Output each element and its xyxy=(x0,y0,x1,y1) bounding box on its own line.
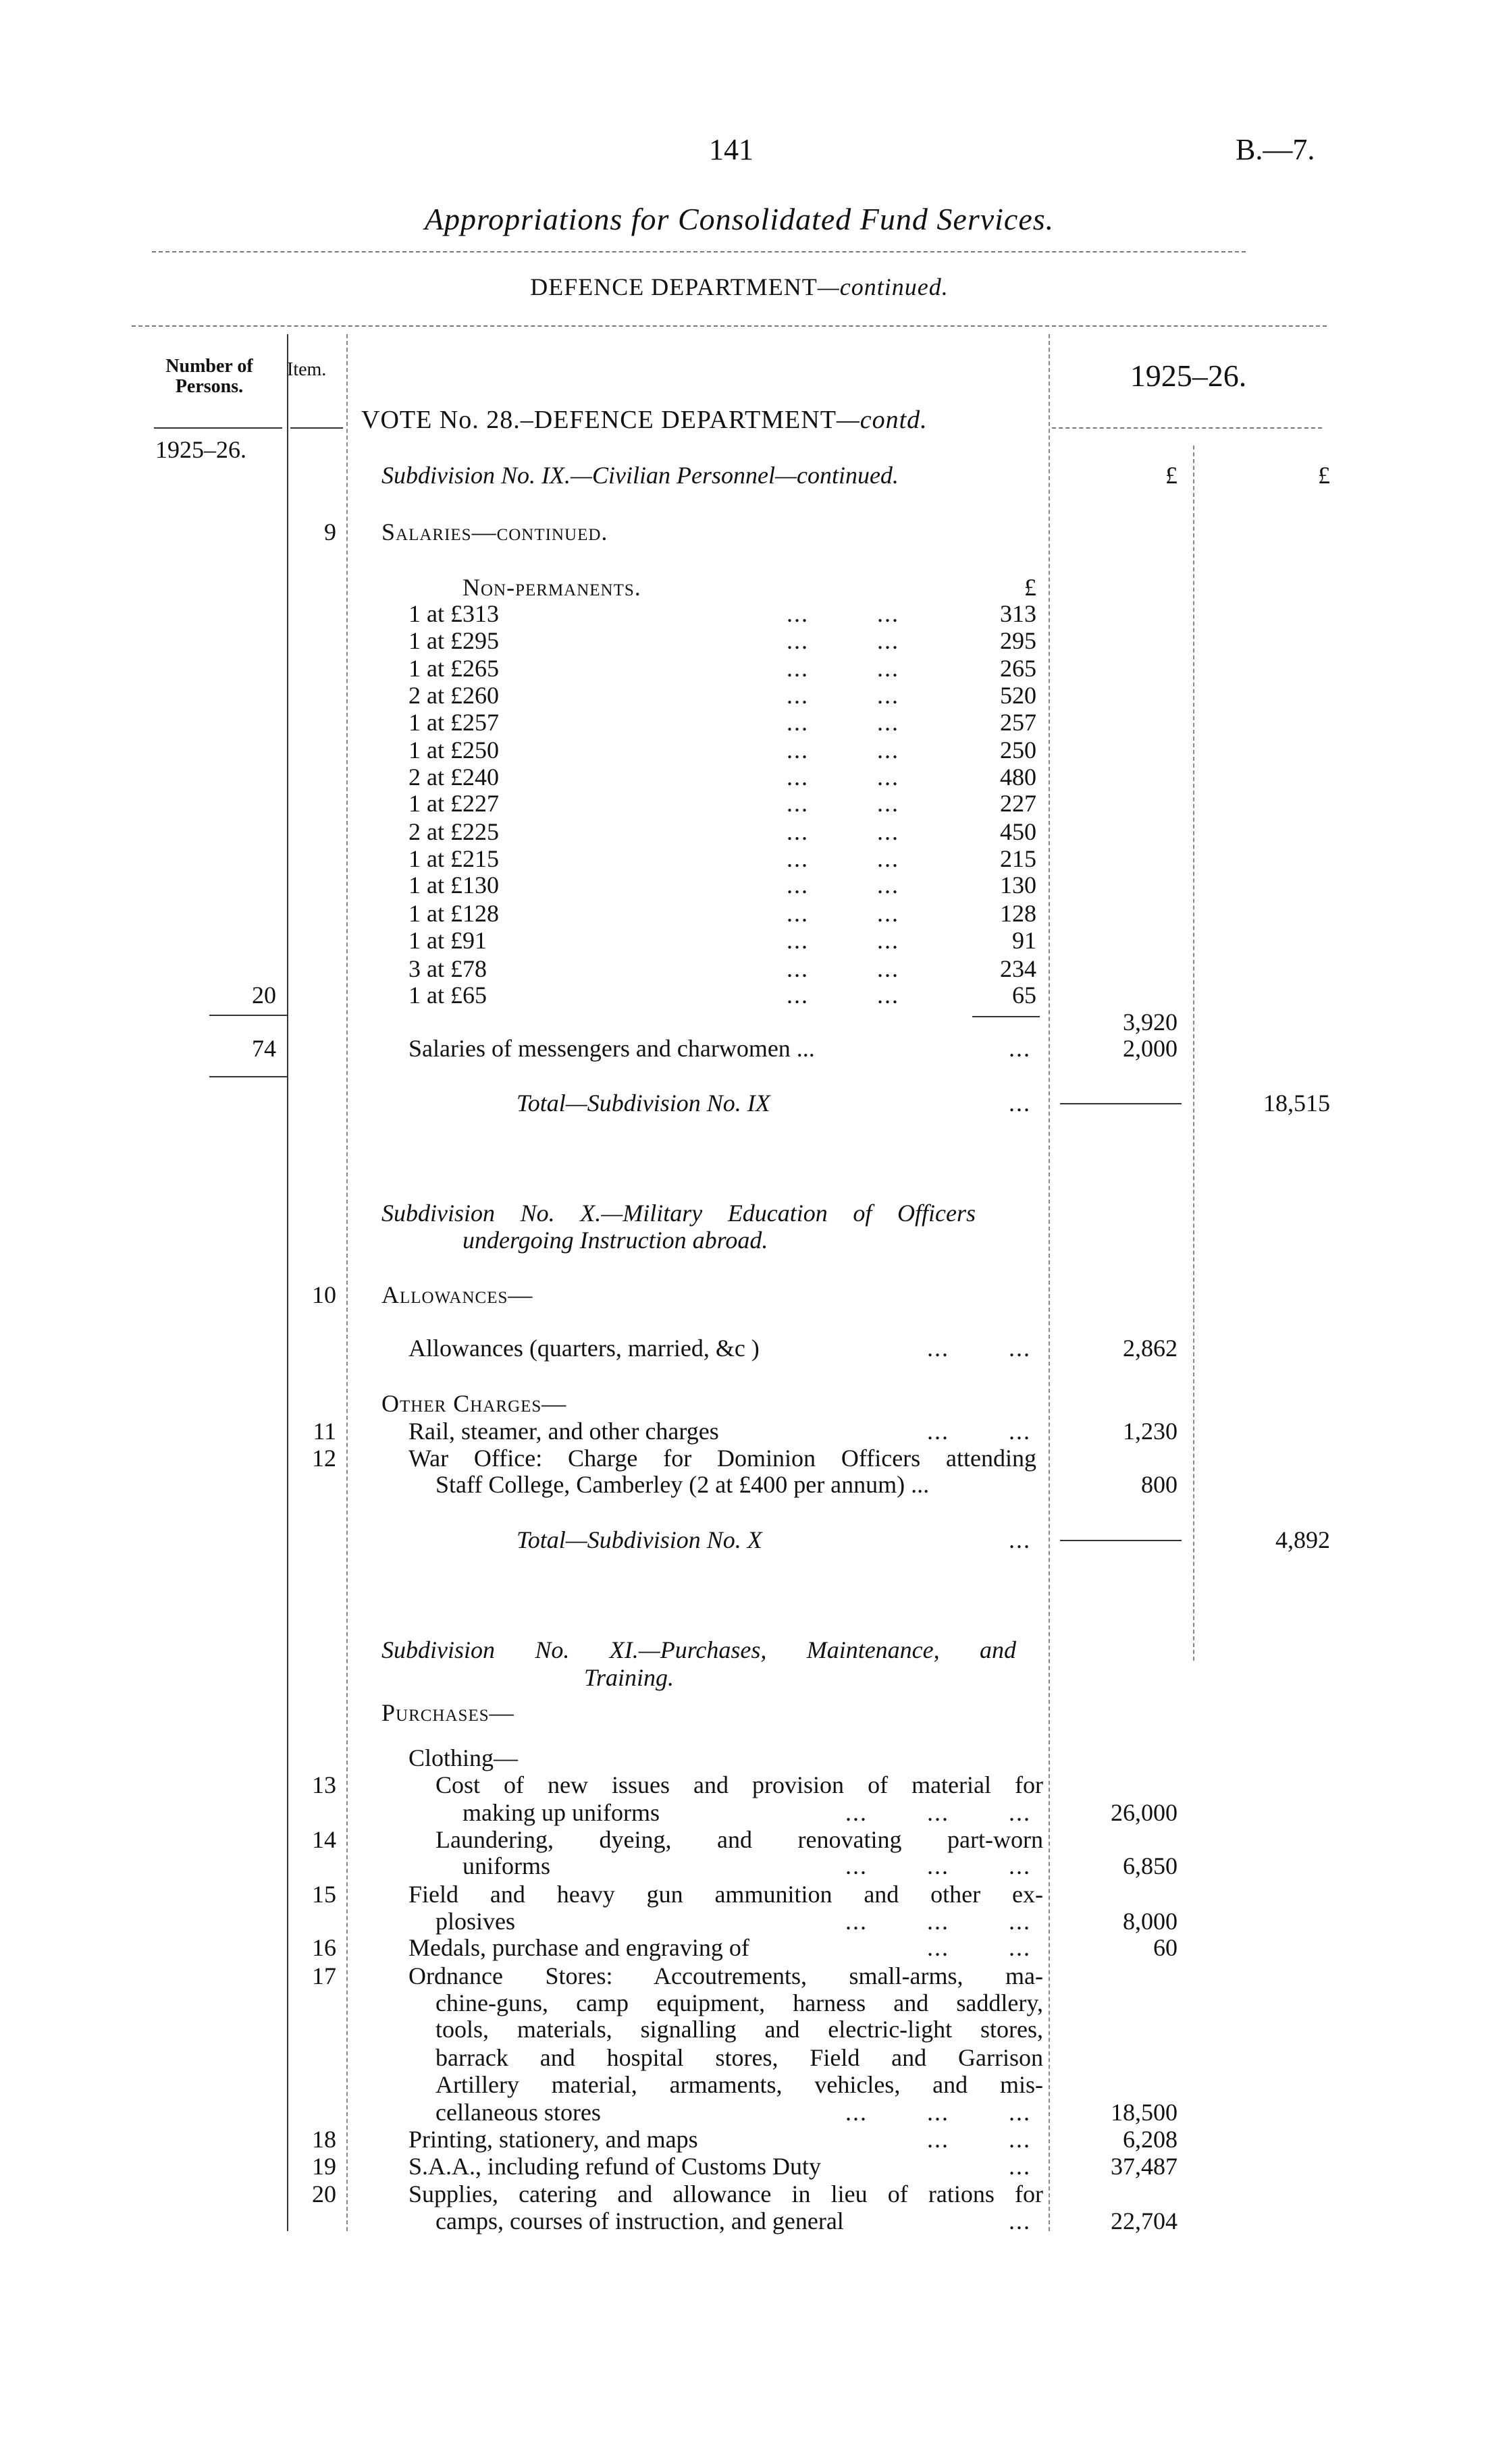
row-description: 1 at £250 xyxy=(408,736,499,764)
dot-leader: ... ... xyxy=(787,818,899,846)
dot-leader: ... ... xyxy=(787,626,899,654)
department-suffix: —continued. xyxy=(817,273,949,300)
table-row xyxy=(0,1009,1507,1036)
item-number: 13 xyxy=(312,1771,336,1798)
item-number: 9 xyxy=(324,518,336,546)
amount-column-1: 60 xyxy=(1153,1934,1178,1962)
row-description: Medals, purchase and engraving of xyxy=(408,1934,749,1962)
dot-leader: ... ... xyxy=(787,655,899,682)
table-row xyxy=(0,872,1507,899)
row-description: Ordnance Stores: Accoutrements, small-arms, ma- xyxy=(408,1962,1043,1990)
item-number: 14 xyxy=(312,1825,336,1853)
sub-amount: 313 xyxy=(1000,600,1036,628)
amount-column-1: 2,000 xyxy=(1123,1035,1178,1063)
department-name: DEFENCE DEPARTMENT xyxy=(530,273,818,300)
table-row xyxy=(0,1200,1507,1227)
table-row xyxy=(0,1227,1507,1254)
table-row xyxy=(0,1418,1507,1445)
table-row xyxy=(0,2180,1507,2207)
row-description: cellaneous stores xyxy=(435,2099,601,2126)
row-description: uniforms xyxy=(462,1852,550,1880)
header-top-rule xyxy=(132,325,1327,327)
dot-leader: ... xyxy=(1009,1090,1031,1117)
dot-leader: ... ... ... xyxy=(845,1852,1031,1880)
sub-amount: 520 xyxy=(1000,681,1036,709)
dot-leader: ... ... xyxy=(787,681,899,709)
dot-leader: ... ... xyxy=(787,763,899,791)
table-row xyxy=(0,1035,1507,1062)
table-row xyxy=(0,2016,1507,2043)
persons-year: 1925–26. xyxy=(155,436,246,463)
sub-amount: 128 xyxy=(1000,900,1036,928)
vote-title: VOTE No. 28.–DEFENCE DEPARTMENT xyxy=(361,406,837,434)
row-description: Laundering, dyeing, and renovating part-worn xyxy=(435,1825,1043,1853)
page-title: Appropriations for Consolidated Fund Services. xyxy=(424,202,1055,236)
row-description: undergoing Instruction abroad. xyxy=(462,1226,768,1254)
row-description: camps, courses of instruction, and general xyxy=(435,2207,844,2234)
item-number: 10 xyxy=(312,1281,336,1309)
amount-column-1: 2,862 xyxy=(1123,1335,1178,1362)
row-description: 1 at £128 xyxy=(408,900,499,928)
table-row xyxy=(0,845,1507,872)
item-number: 11 xyxy=(313,1418,336,1445)
row-description: Rail, steamer, and other charges xyxy=(408,1418,719,1445)
item-number: 18 xyxy=(312,2125,336,2153)
row-description: 1 at £227 xyxy=(408,790,499,818)
table-row xyxy=(0,2207,1507,2234)
row-description: S.A.A., including refund of Customs Duty xyxy=(408,2152,821,2180)
persons-column-header: Number of Persons. xyxy=(165,356,253,397)
table-row xyxy=(0,1962,1507,1989)
row-description: Allowances (quarters, married, &c ) xyxy=(408,1335,760,1362)
row-description: Allowances— xyxy=(381,1281,533,1309)
amount-column-1: 26,000 xyxy=(1111,1799,1178,1827)
table-row xyxy=(0,600,1507,627)
table-row xyxy=(0,1699,1507,1726)
persons-count: 20 xyxy=(252,982,276,1009)
row-description: Other Charges— xyxy=(381,1389,567,1417)
dot-leader: ... ... xyxy=(787,600,899,628)
dot-leader: ... xyxy=(1009,1526,1031,1553)
item-number: 19 xyxy=(312,2152,336,2180)
dot-leader: ... ... ... xyxy=(845,1799,1031,1827)
sub-amount: 295 xyxy=(1000,626,1036,654)
sub-amount: 234 xyxy=(1000,955,1036,982)
sub-amount: 227 xyxy=(1000,790,1036,818)
dot-leader: ... ... xyxy=(787,845,899,872)
row-description: 1 at £65 xyxy=(408,982,487,1009)
row-description: Total—Subdivision No. X xyxy=(517,1526,762,1553)
title-rule xyxy=(152,251,1246,252)
table-row xyxy=(0,818,1507,845)
sub-amount: 130 xyxy=(1000,872,1036,899)
row-description: 1 at £215 xyxy=(408,845,499,872)
document-reference: B.—7. xyxy=(1236,133,1315,166)
dot-leader: ... ... xyxy=(787,790,899,818)
sub-amount: 215 xyxy=(1000,845,1036,872)
row-description: barrack and hospital stores, Field and Garrison xyxy=(435,2044,1043,2072)
table-row xyxy=(0,1908,1507,1935)
row-description: chine-guns, camp equipment, harness and saddlery, xyxy=(435,1989,1043,2016)
dot-leader: ... ... ... xyxy=(845,2099,1031,2126)
dot-leader: ... ... xyxy=(927,1418,1031,1445)
table-row xyxy=(0,2044,1507,2071)
row-description: Subdivision No. IX.—Civilian Personnel—continued. xyxy=(381,462,899,489)
amount-column-1: 22,704 xyxy=(1111,2207,1178,2234)
row-description: 3 at £78 xyxy=(408,955,487,982)
row-description: Cost of new issues and provision of material for xyxy=(435,1771,1043,1798)
table-row xyxy=(0,1744,1507,1771)
item-header-rule xyxy=(290,427,343,429)
table-row xyxy=(0,627,1507,654)
table-row xyxy=(0,1445,1507,1472)
table-row xyxy=(0,1826,1507,1853)
table-row xyxy=(0,1335,1507,1362)
dot-leader: ... ... xyxy=(787,926,899,954)
row-description: 1 at £130 xyxy=(408,872,499,899)
row-description: Subdivision No. XI.—Purchases, Maintenance, and xyxy=(381,1636,1016,1663)
table-row xyxy=(0,1799,1507,1826)
amount-column-2: 18,515 xyxy=(1263,1090,1330,1117)
amount-column-1: 6,208 xyxy=(1123,2125,1178,2153)
table-row xyxy=(0,682,1507,709)
table-row xyxy=(0,1664,1507,1691)
dot-leader: ... ... xyxy=(787,955,899,982)
row-description: making up uniforms xyxy=(462,1799,660,1827)
sub-amount: 250 xyxy=(1000,736,1036,764)
row-description: Salaries—continued. xyxy=(381,518,608,546)
item-number: 20 xyxy=(312,2180,336,2208)
row-description: 2 at £260 xyxy=(408,681,499,709)
sub-amount: 480 xyxy=(1000,763,1036,791)
table-row xyxy=(0,518,1507,545)
persons-count: 74 xyxy=(252,1035,276,1063)
amount-column-1: 800 xyxy=(1141,1471,1178,1499)
year-column-header: 1925–26. xyxy=(1130,358,1247,393)
dot-leader: ... ... ... xyxy=(845,1907,1031,1935)
row-description: Clothing— xyxy=(408,1744,519,1771)
page-number: 141 xyxy=(709,133,754,166)
sub-amount: 265 xyxy=(1000,655,1036,682)
vote-heading xyxy=(361,405,928,435)
table-row xyxy=(0,1989,1507,2016)
sub-amount: 450 xyxy=(1000,818,1036,846)
amount-header-rule xyxy=(1052,427,1322,429)
table-row xyxy=(0,1881,1507,1908)
table-row xyxy=(0,1281,1507,1308)
row-description: War Office: Charge for Dominion Officers attending xyxy=(408,1444,1036,1472)
row-description: Non-permanents. xyxy=(462,573,641,601)
dot-leader: ... ... xyxy=(787,736,899,764)
dot-leader: ... ... xyxy=(927,2125,1031,2153)
sub-amount: £ xyxy=(1024,573,1036,601)
row-description: 1 at £265 xyxy=(408,655,499,682)
table-row xyxy=(0,1390,1507,1417)
sub-amount: 257 xyxy=(1000,708,1036,736)
table-row xyxy=(0,1526,1507,1553)
table-row xyxy=(0,709,1507,736)
table-row xyxy=(0,927,1507,954)
row-description: 1 at £91 xyxy=(408,926,487,954)
vote-suffix: —contd. xyxy=(836,406,928,434)
table-row xyxy=(0,900,1507,927)
dot-leader: ... ... xyxy=(787,982,899,1009)
table-row xyxy=(0,790,1507,817)
dot-leader: ... ... xyxy=(927,1934,1031,1962)
row-description: 2 at £225 xyxy=(408,818,499,846)
sub-amount: 91 xyxy=(1012,926,1036,954)
table-row xyxy=(0,2099,1507,2126)
table-row xyxy=(0,982,1507,1009)
row-description: Artillery material, armaments, vehicles, and mis- xyxy=(435,2070,1043,2098)
amount-column-1: 37,487 xyxy=(1111,2152,1178,2180)
amount-column-1: 8,000 xyxy=(1123,1907,1178,1935)
table-row xyxy=(0,736,1507,764)
table-row xyxy=(0,462,1507,489)
row-description: Staff College, Camberley (2 at £400 per annum) ... xyxy=(435,1471,930,1499)
persons-header-rule xyxy=(154,427,282,429)
persons-total-rule xyxy=(209,1076,287,1077)
row-description: tools, materials, signalling and electric-light stores, xyxy=(435,2016,1043,2043)
dot-leader: ... ... xyxy=(787,708,899,736)
amount-column-1: 6,850 xyxy=(1123,1852,1178,1880)
dot-leader: ... xyxy=(1009,2152,1031,2180)
amount-column-1: £ xyxy=(1165,462,1178,489)
sub-amount: 65 xyxy=(1012,982,1036,1009)
row-description: plosives xyxy=(435,1907,516,1935)
dot-leader: ... xyxy=(1009,2207,1031,2234)
row-description: Purchases— xyxy=(381,1698,514,1726)
table-row xyxy=(0,1771,1507,1798)
item-number: 15 xyxy=(312,1881,336,1908)
dot-leader: ... ... xyxy=(787,900,899,928)
amount-column-1: 3,920 xyxy=(1123,1008,1178,1036)
item-number: 12 xyxy=(312,1444,336,1472)
row-description: 1 at £257 xyxy=(408,708,499,736)
table-row xyxy=(0,764,1507,791)
table-row xyxy=(0,2126,1507,2153)
amount-column-1: 18,500 xyxy=(1111,2099,1178,2126)
row-description: Total—Subdivision No. IX xyxy=(517,1090,770,1117)
row-description: 1 at £313 xyxy=(408,600,499,628)
amount-column-2: 4,892 xyxy=(1275,1526,1330,1553)
table-row xyxy=(0,1934,1507,1961)
department-heading xyxy=(0,273,1479,301)
dot-leader: ... ... xyxy=(927,1335,1031,1362)
item-number: 17 xyxy=(312,1962,336,1990)
table-row xyxy=(0,2153,1507,2180)
dot-leader: ... ... xyxy=(787,872,899,899)
table-row xyxy=(0,1471,1507,1498)
row-description: Printing, stationery, and maps xyxy=(408,2125,698,2153)
row-description: Field and heavy gun ammunition and other ex- xyxy=(408,1881,1043,1908)
dot-leader: ... xyxy=(1009,1035,1031,1063)
amount-column-1: 1,230 xyxy=(1123,1418,1178,1445)
table-row xyxy=(0,2071,1507,2098)
row-description: Salaries of messengers and charwomen ... xyxy=(408,1035,815,1063)
row-description: Training. xyxy=(584,1664,675,1692)
table-row xyxy=(0,1636,1507,1663)
table-row xyxy=(0,955,1507,982)
row-description: 1 at £295 xyxy=(408,626,499,654)
item-column-header: Item. xyxy=(287,359,327,380)
row-description: Subdivision No. X.—Military Education of Officers xyxy=(381,1200,976,1227)
amount-column-2: £ xyxy=(1318,462,1330,489)
row-description: 2 at £240 xyxy=(408,763,499,791)
table-row xyxy=(0,1090,1507,1117)
table-row xyxy=(0,1852,1507,1879)
row-description: Supplies, catering and allowance in lieu of rations for xyxy=(408,2180,1043,2208)
item-number: 16 xyxy=(312,1934,336,1962)
table-row xyxy=(0,574,1507,601)
table-row xyxy=(0,655,1507,682)
